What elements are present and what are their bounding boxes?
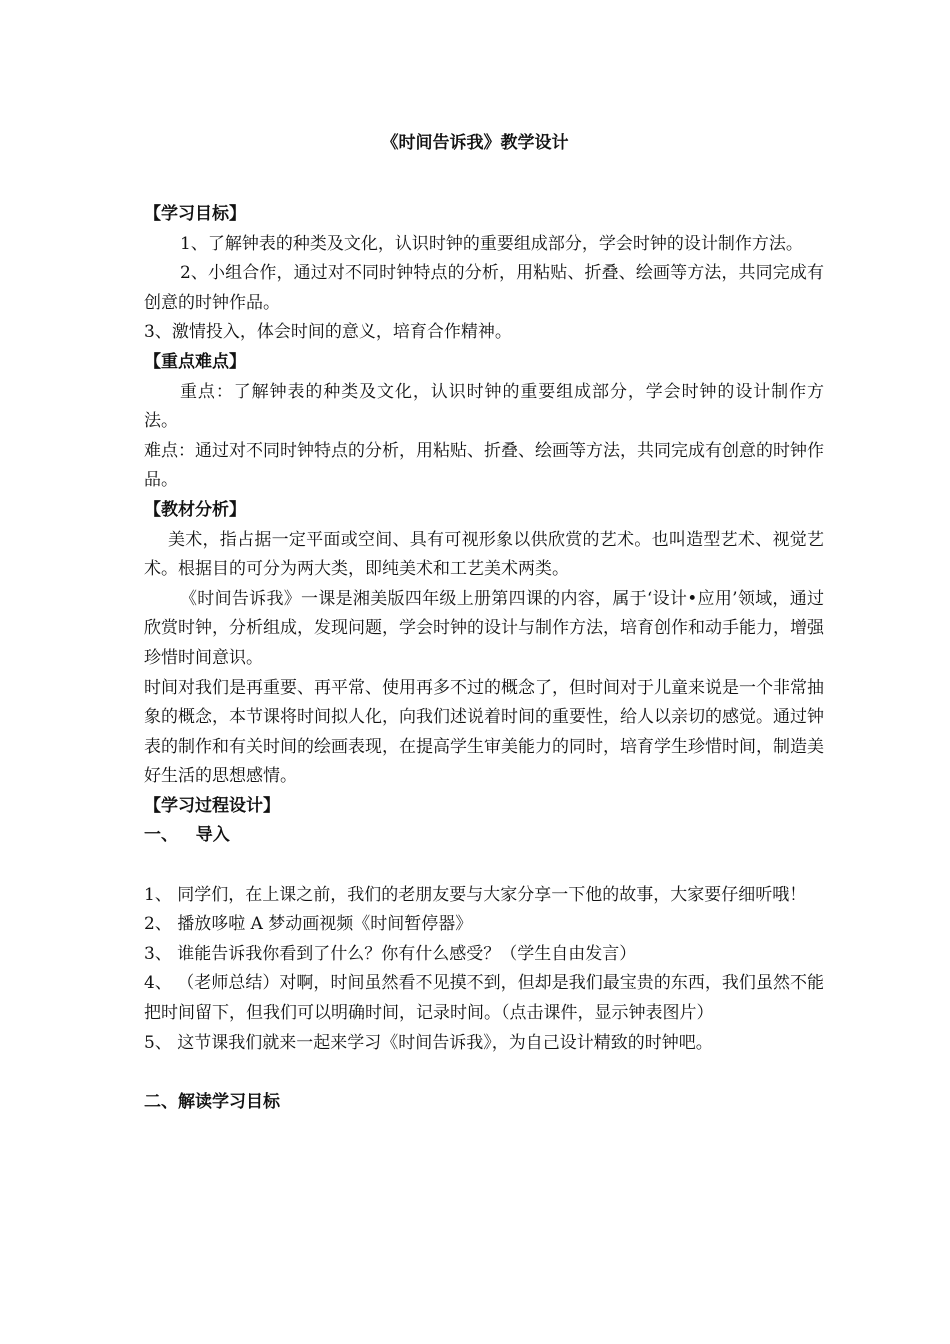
analysis-paragraph-2: 《时间告诉我》一课是湘美版四年级上册第四课的内容，属于‘设计•应用’领域，通过欣赏时钟，分析组成，发现问题，学会时钟的设计与制作方法，培育创作和动手能力，增强珍惜时间意识。 [144,588,824,668]
objectives-heading: 【学习目标】 [144,204,246,224]
objective-item-1: 1、了解钟表的种类及文化，认识时钟的重要组成部分，学会时钟的设计制作方法。 [180,233,803,254]
analysis-heading: 【教材分析】 [144,499,246,520]
spacer [144,851,824,881]
document-body [144,200,824,1117]
step-item: 2、 播放哆啦 A 梦动画视频《时间暂停器》 [144,914,473,935]
step-item: 4、 （老师总结）对啊，时间虽然看不见摸不到，但却是我们最宝贵的东西，我们虽然不能把时间留下，但我们可以明确时间，记录时间。（点击课件，显示钟表图片） [144,973,824,1024]
section-heading-objectives: 二、解读学习目标 [144,1091,280,1112]
step-item: 3、 谁能告诉我你看到了什么？你有什么感受？（学生自由发言） [144,943,637,964]
key-points-heading: 【重点难点】 [144,351,246,372]
analysis-paragraph-3: 时间对我们是再重要、再平常、使用再多不过的概念了，但时间对于儿童来说是一个非常抽象的概念，本节课将时间拟人化，向我们述说着时间的重要性，给人以亲切的感觉。通过钟表的制作和有关时间的绘画表现，在提高学生审美能力的同时，培育学生珍惜时间，制造美好生活的思想感情。 [144,677,824,787]
objective-item-2: 2、小组合作，通过对不同时钟特点的分析，用粘贴、折叠、绘画等方法，共同完成有创意的时钟作品。 [144,263,824,313]
process-heading: 【学习过程设计】 [144,795,280,816]
analysis-paragraph-1: 美术，指占据一定平面或空间、具有可视形象以供欣赏的艺术。也叫造型艺术、视觉艺术。根据目的可分为两大类，即纯美术和工艺美术两类。 [144,529,824,580]
difficult-point: 难点：通过对不同时钟特点的分析，用粘贴、折叠、绘画等方法，共同完成有创意的时钟作品。 [144,440,824,491]
section-heading-intro: 一、 导入 [144,825,230,846]
document-title: 《时间告诉我》教学设计 [381,133,569,153]
spacer [144,1058,824,1088]
key-point: 重点：了解钟表的种类及文化，认识时钟的重要组成部分，学会时钟的设计制作方法。 [144,381,824,432]
step-item: 5、 这节课我们就来一起来学习《时间告诉我》，为自己设计精致的时钟吧。 [144,1032,713,1053]
step-item: 1、 同学们，在上课之前，我们的老朋友要与大家分享一下他的故事，大家要仔细听哦！ [144,884,807,905]
objective-item-3: 3、激情投入，体会时间的意义，培育合作精神。 [144,322,512,343]
